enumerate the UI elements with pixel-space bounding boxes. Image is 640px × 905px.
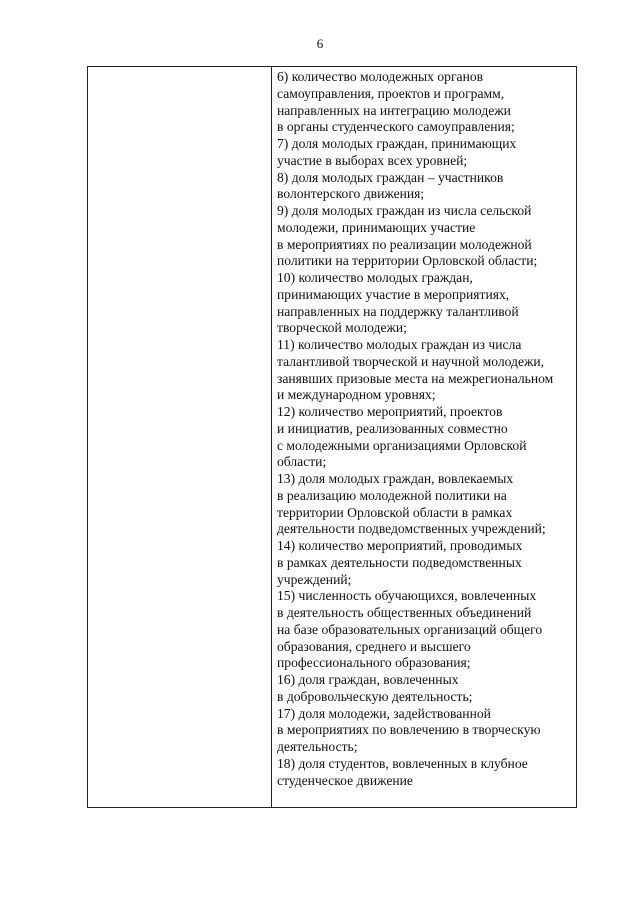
indicator-line: в рамках деятельности подведомственных (277, 554, 522, 570)
indicator-line: самоуправления, проектов и программ, (277, 85, 505, 101)
indicator-line: 16) доля граждан, вовлеченных (277, 672, 459, 687)
indicator-line: с молодежными организациями Орловской (277, 437, 527, 453)
indicator-line: 6) количество молодежных органов (277, 69, 484, 84)
indicator-line: занявших призовые места на межрегиональном (277, 370, 554, 386)
indicator-line: принимающих участие в мероприятиях, (277, 286, 510, 302)
indicator-line: деятельность; (277, 739, 358, 754)
indicator-line: территории Орловской области в рамках (277, 504, 513, 520)
indicator-line: творческой молодежи; (277, 320, 407, 336)
indicator-line: учреждений; (277, 571, 352, 587)
indicator-line: молодежи, принимающих участие (277, 219, 476, 235)
indicator-table (87, 66, 577, 808)
indicator-line: в добровольческую деятельность; (277, 688, 473, 704)
indicator-line: 9) доля молодых граждан из числа сельской (277, 203, 532, 218)
indicator-line: волонтерского движения; (277, 186, 425, 202)
indicator-line: 7) доля молодых граждан, принимающих (277, 136, 517, 151)
indicator-line: политики на территории Орловской области; (277, 253, 538, 269)
indicator-line: 12) количество мероприятий, проектов (277, 404, 503, 419)
indicator-line: 17) доля молодежи, задействованной (277, 705, 491, 721)
indicator-line: направленных на поддержку талантливой (277, 303, 519, 319)
indicator-line: в реализацию молодежной политики на (277, 487, 507, 503)
indicator-line: в деятельность общественных объединений (277, 605, 532, 620)
indicator-line: и инициатив, реализованных совместно (277, 420, 508, 436)
indicator-line: 18) доля студентов, вовлеченных в клубное (277, 755, 528, 771)
indicator-line: деятельности подведомственных учреждений; (277, 521, 546, 537)
indicator-line: профессионального образования; (277, 655, 471, 671)
indicator-line: студенческое движение (277, 772, 413, 788)
indicator-line: в органы студенческого самоуправления; (277, 119, 515, 135)
indicator-line: направленных на интеграцию молодежи (277, 102, 511, 118)
table-cell-left (88, 67, 272, 807)
indicator-line: 10) количество молодых граждан, (277, 270, 473, 285)
page-number: 6 (316, 36, 324, 51)
indicator-line: в мероприятиях по вовлечению в творческую (277, 722, 541, 738)
indicator-line: 14) количество мероприятий, проводимых (277, 538, 523, 553)
indicator-line: и международном уровнях; (277, 387, 436, 403)
indicator-line: на базе образовательных организаций общего (277, 621, 543, 637)
indicator-line: области; (277, 454, 327, 470)
indicator-line: 13) доля молодых граждан, вовлекаемых (277, 471, 514, 486)
indicator-line: участие в выборах всех уровней; (277, 152, 468, 168)
indicator-line: талантливой творческой и научной молодежи, (277, 353, 545, 369)
indicator-line: образования, среднего и высшего (277, 638, 471, 654)
indicator-line: 8) доля молодых граждан – участников (277, 169, 504, 185)
indicator-line: в мероприятиях по реализации молодежной (277, 236, 532, 252)
table-cell-right (272, 67, 576, 807)
indicator-line: 15) численность обучающихся, вовлеченных (277, 588, 537, 604)
indicator-line: 11) количество молодых граждан из числа (277, 337, 522, 352)
